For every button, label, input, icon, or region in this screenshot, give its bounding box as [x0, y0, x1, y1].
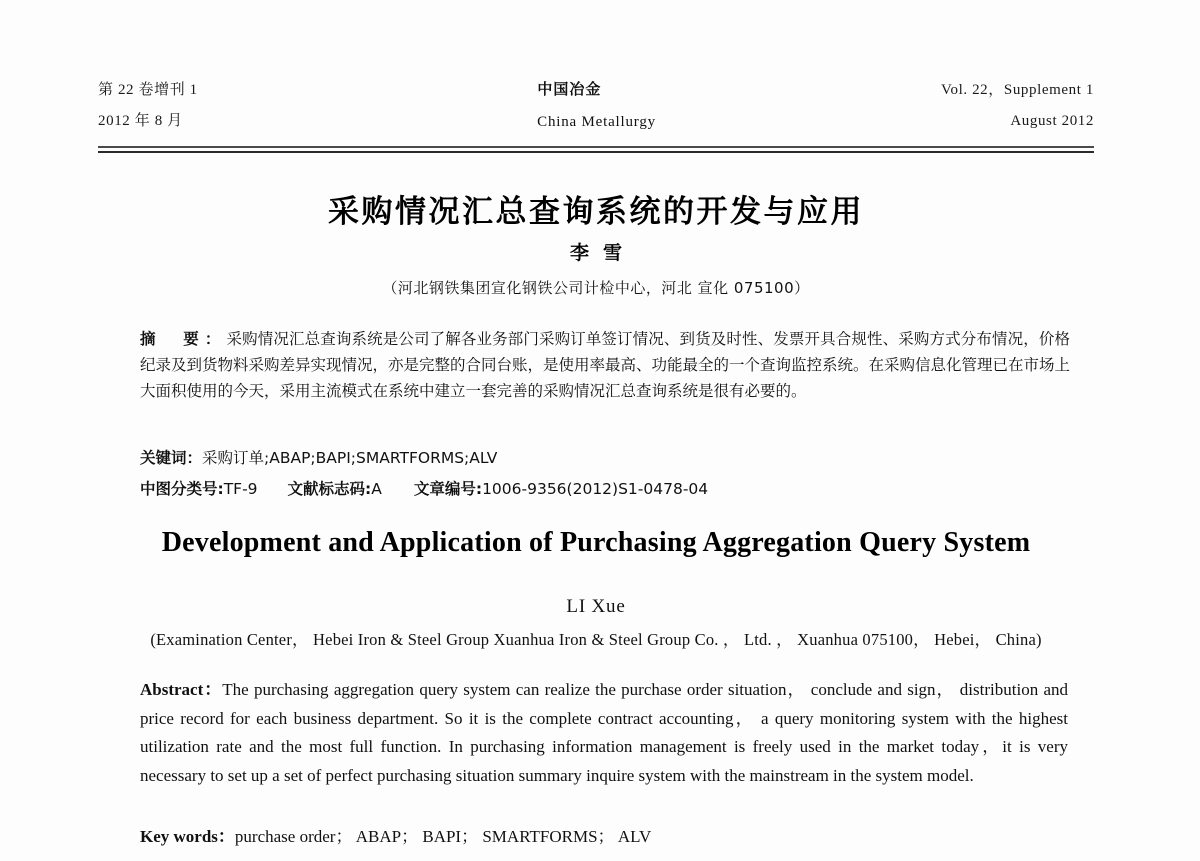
article-title-cn: 采购情况汇总查询系统的开发与应用 — [328, 194, 864, 230]
abstract-en-paragraph — [140, 676, 1068, 790]
article-id-label: 文章编号: — [413, 480, 483, 498]
document-code-label: 文献标志码: — [287, 480, 372, 498]
abstract-en-label: Abstract： — [140, 680, 223, 699]
rule-line-lower — [98, 151, 1094, 153]
author-affiliation-cn: （河北钢铁集团宣化钢铁公司计检中心，河北 宣化 075100） — [382, 279, 810, 297]
keywords-cn-text: 采购订单;ABAP;BAPI;SMARTFORMS;ALV — [202, 449, 498, 467]
abstract-cn — [140, 326, 1070, 404]
journal-name-en-wrap — [183, 113, 1011, 131]
abstract-cn-label: 摘 要： — [140, 330, 227, 348]
running-head-row-1 — [98, 78, 1094, 109]
keywords-en-text: purchase order； ABAP； BAPI； SMARTFORMS； ALV — [234, 827, 652, 846]
journal-name-cn-wrap — [198, 78, 941, 99]
classification-line-cn — [140, 477, 1070, 499]
keywords-cn — [140, 446, 1070, 468]
running-head-row-2 — [98, 109, 1094, 140]
clc-value: TF-9 — [223, 480, 258, 498]
journal-name-cn: 中国冶金 — [537, 80, 602, 98]
rule-line-upper — [98, 146, 1094, 148]
journal-name-en: China Metallurgy — [537, 114, 656, 130]
running-head — [98, 78, 1094, 140]
article-title-en: Development and Application of Purchasing Aggregation Query System — [161, 527, 1031, 558]
abstract-cn-paragraph — [140, 326, 1070, 404]
header-double-rule — [98, 146, 1094, 153]
keywords-cn-label: 关键词： — [140, 449, 203, 467]
document-code-value: A — [371, 480, 382, 498]
abstract-en — [140, 676, 1068, 790]
author-name-en: LI Xue — [566, 596, 626, 617]
keywords-en — [140, 822, 1068, 847]
keywords-en-label: Key words： — [140, 827, 235, 846]
author-name-cn: 李雪 — [569, 242, 636, 264]
author-affiliation-en: (Examination Center， Hebei Iron & Steel Group Xuanhua Iron & Steel Group Co. ， Ltd. ， Xuanhua 075100， Hebei， China) — [150, 630, 1042, 649]
issue-date-cn: 2012 年 8 月 — [98, 113, 183, 129]
issue-date-en: August 2012 — [1010, 113, 1094, 129]
volume-issue-cn: 第 22 卷增刊 1 — [98, 82, 198, 98]
article-id-value: 1006-9356(2012)S1-0478-04 — [482, 480, 709, 498]
clc-label: 中图分类号: — [140, 480, 224, 498]
abstract-en-text: The purchasing aggregation query system can realize the purchase order situation， conclude and sign， distribution and price record for each business department. So it is the complete contract accounting， a query monitoring system with the highest utilization rate and the most full function. In purchasing information management is freely used in the market today，it is very necessary to set up a set of perfect purchasing situation summary inquire system with the mainstream in the system model. — [140, 680, 1069, 785]
abstract-cn-text: 采购情况汇总查询系统是公司了解各业务部门采购订单签订情况、到货及时性、发票开具合规性、采购方式分布情况，价格纪录及到货物料采购差异实现情况，亦是完整的合同台账，是使用率最高、功能最全的一个查询监控系统。在采购信息化管理已在市场上大面积使用的今天，采用主流模式在系统中建立一套完善的采购情况汇总查询系统是很有必要的。 — [140, 330, 1071, 400]
volume-issue-en: Vol. 22，Supplement 1 — [941, 82, 1094, 98]
